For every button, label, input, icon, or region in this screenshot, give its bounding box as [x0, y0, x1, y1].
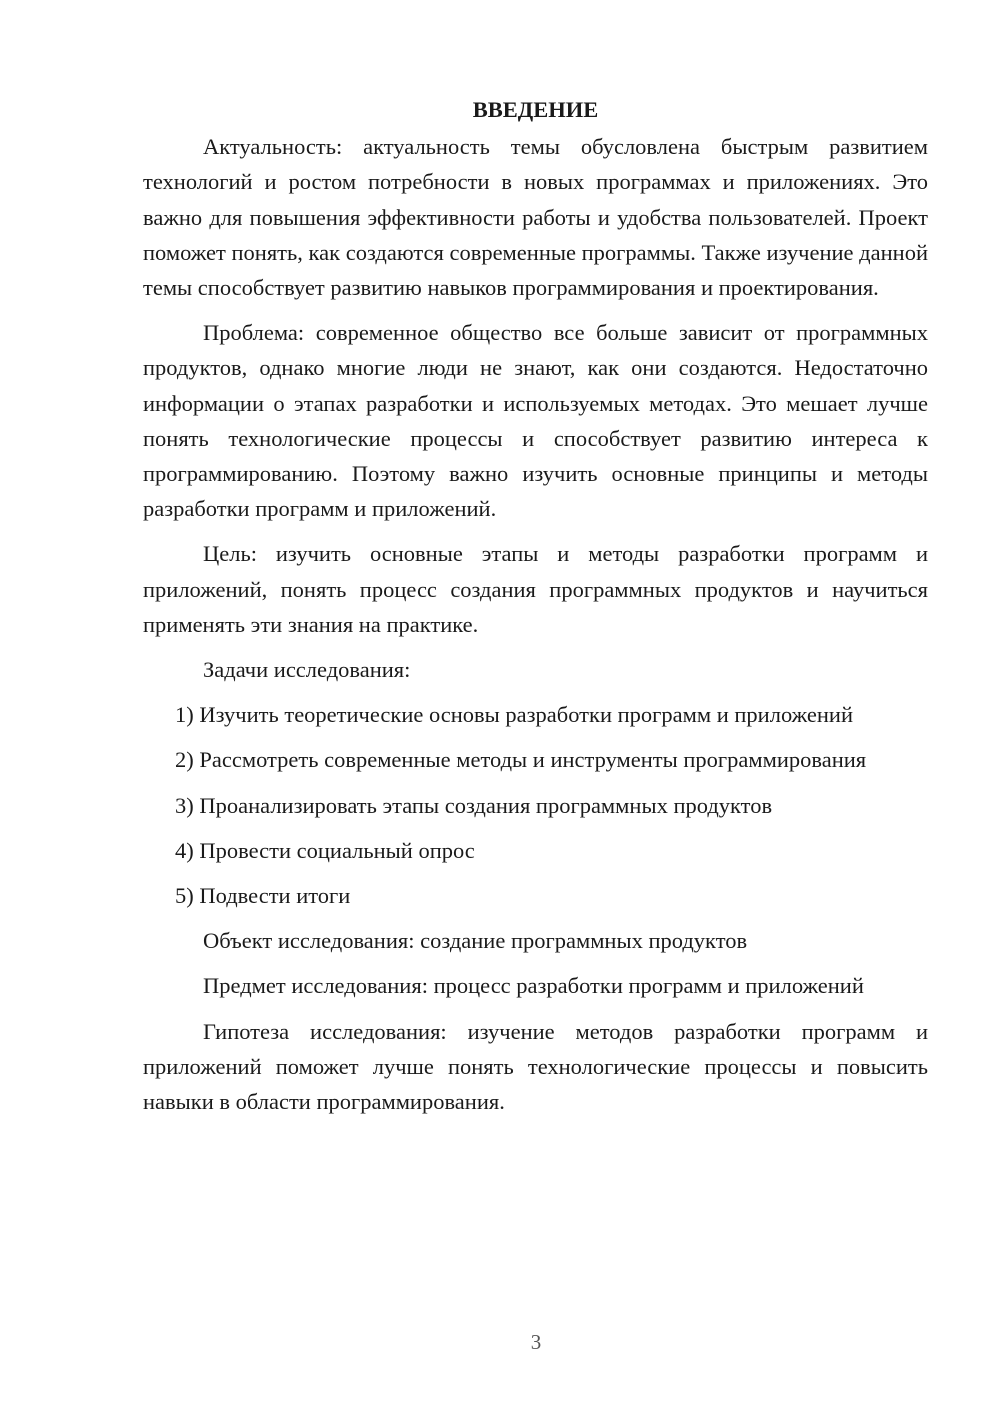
research-subject-paragraph: Предмет исследования: процесс разработки программ и приложений — [203, 973, 864, 999]
task-item: 5) Подвести итоги — [175, 883, 351, 909]
hypothesis-paragraph: Гипотеза исследования: изучение методов разработки программ и приложений поможет лучше понять технологические процессы и повысить навыки в области программирования. — [143, 1018, 928, 1115]
page-number: 3 — [530, 1330, 542, 1354]
task-item: 3) Проанализировать этапы создания программных продуктов — [175, 792, 773, 818]
goal-paragraph: Цель: изучить основные этапы и методы разработки программ и приложений, понять процесс создания программных продуктов и научиться применять эти знания на практике. — [143, 541, 928, 637]
research-object-paragraph: Объект исследования: создание программных продуктов — [203, 928, 748, 954]
page-title: ВВЕДЕНИЕ — [472, 97, 599, 122]
page-content — [143, 92, 928, 1129]
tasks-title: Задачи исследования: — [203, 657, 411, 683]
task-item: 2) Рассмотреть современные методы и инструменты программирования — [175, 747, 867, 773]
task-item: 4) Провести социальный опрос — [175, 837, 475, 863]
task-item: 1) Изучить теоретические основы разработки программ и приложений — [175, 702, 853, 728]
problem-paragraph: Проблема: современное общество все больше зависит от программных продуктов, однако многие люди не знают, как они создаются. Недостаточно информации о этапах разработки и используемых методах. Это мешает лучше понять технологические процессы и способствует развитию интереса к программированию. Поэтому важно изучить основные принципы и методы разработки программ и приложений. — [143, 320, 928, 522]
relevance-paragraph: Актуальность: актуальность темы обусловлена быстрым развитием технологий и ростом потребности в новых программах и приложениях. Это важно для повышения эффективности работы и удобства пользователей. Проект поможет понять, как создаются современные программы. Также изучение данной темы способствует развитию навыков программирования и проектирования. — [143, 134, 928, 301]
